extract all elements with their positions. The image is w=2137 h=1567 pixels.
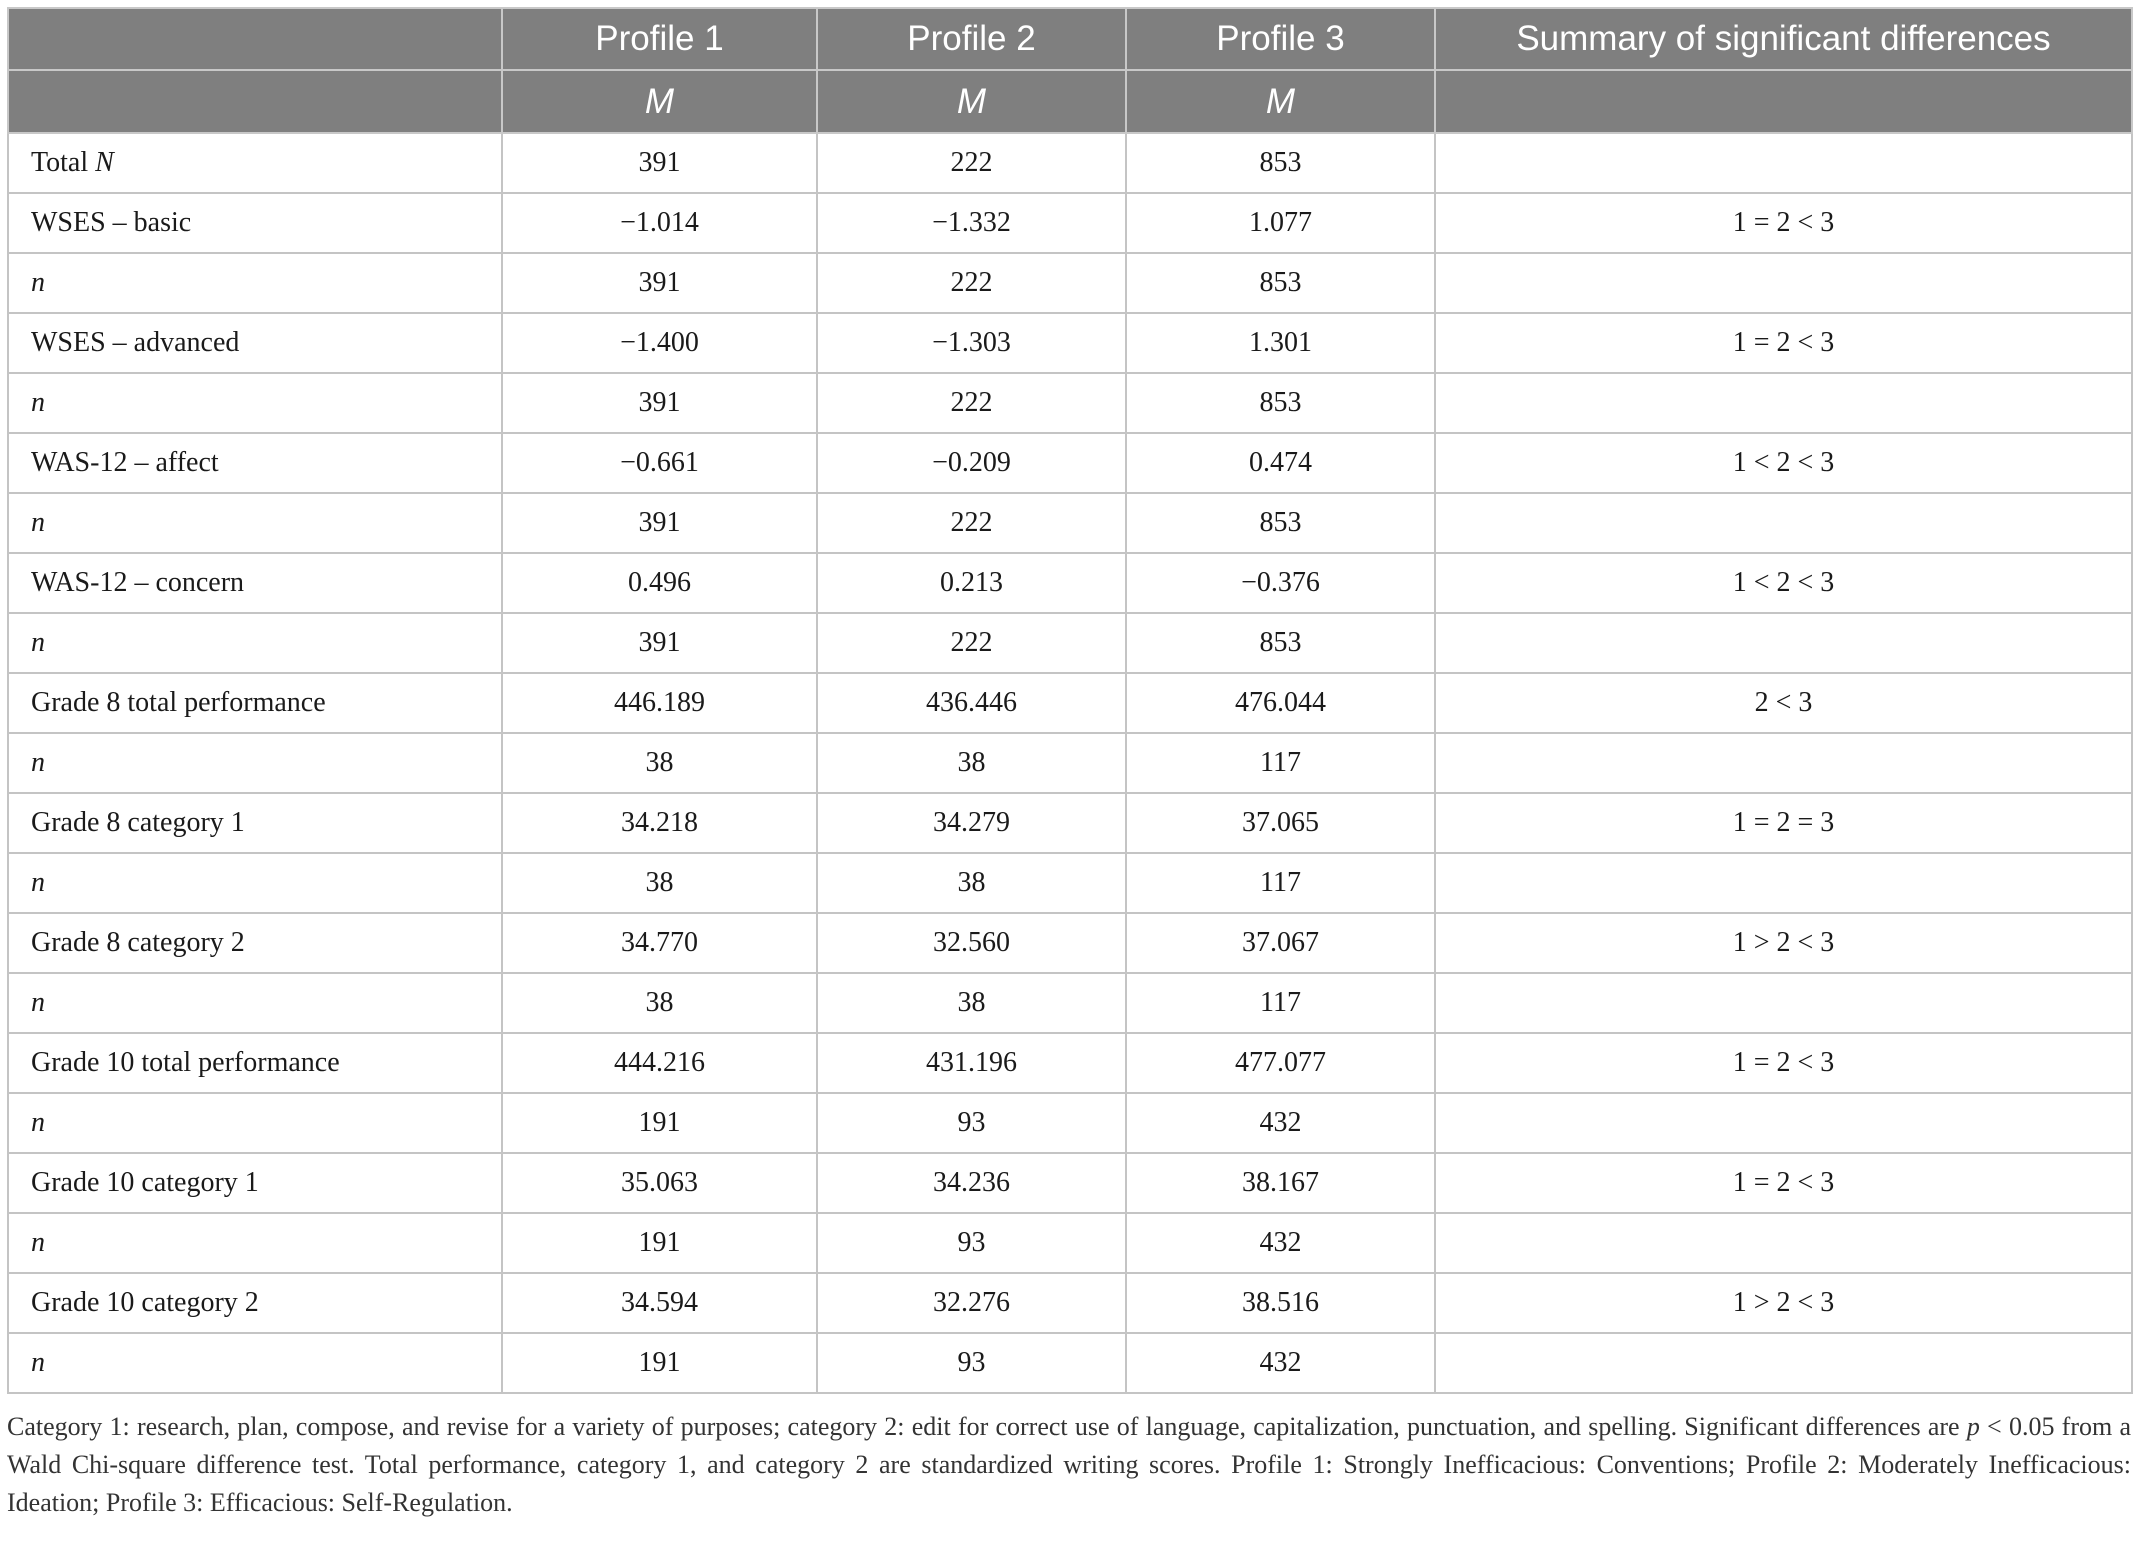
profile-3-value: 853 <box>1126 133 1435 193</box>
profile-2-value: −1.332 <box>817 193 1126 253</box>
row-label-text: n <box>31 987 45 1018</box>
profile-2-value: 34.279 <box>817 793 1126 853</box>
summary-value: 1 = 2 < 3 <box>1435 1033 2132 1093</box>
profile-2-value: 222 <box>817 253 1126 313</box>
profile-3-value: 853 <box>1126 253 1435 313</box>
table-row <box>8 853 2132 913</box>
profile-2-value: 38 <box>817 973 1126 1033</box>
row-label-text: Grade 10 category 1 <box>31 1167 259 1198</box>
summary-value: 1 > 2 < 3 <box>1435 1273 2132 1333</box>
profile-1-value: 391 <box>502 373 817 433</box>
summary-value <box>1435 1093 2132 1153</box>
row-label <box>8 1153 502 1213</box>
profile-2-value: 93 <box>817 1333 1126 1393</box>
row-label-text: n <box>31 507 45 538</box>
header-row <box>8 8 2132 70</box>
row-label <box>8 613 502 673</box>
summary-value <box>1435 373 2132 433</box>
row-label-italic-suffix: N <box>95 147 114 178</box>
row-label <box>8 1093 502 1153</box>
profile-3-value: 476.044 <box>1126 673 1435 733</box>
profile-1-value: 38 <box>502 973 817 1033</box>
profile-1-value: −1.400 <box>502 313 817 373</box>
header-cell-profile-3: Profile 3 <box>1126 8 1435 70</box>
document <box>7 7 2131 1548</box>
row-label <box>8 253 502 313</box>
summary-value <box>1435 853 2132 913</box>
profile-3-value: 432 <box>1126 1333 1435 1393</box>
profile-2-value: 222 <box>817 493 1126 553</box>
row-label <box>8 673 502 733</box>
table-body <box>8 133 2132 1393</box>
profile-2-value: 0.213 <box>817 553 1126 613</box>
row-label-text: n <box>31 747 45 778</box>
profile-1-value: 444.216 <box>502 1033 817 1093</box>
row-label <box>8 1273 502 1333</box>
row-label <box>8 553 502 613</box>
profile-3-value: 1.077 <box>1126 193 1435 253</box>
row-label <box>8 133 502 193</box>
row-label-text: n <box>31 627 45 658</box>
profile-1-value: 391 <box>502 493 817 553</box>
profile-3-value: 38.516 <box>1126 1273 1435 1333</box>
profile-3-value: 37.067 <box>1126 913 1435 973</box>
table-row <box>8 1273 2132 1333</box>
profile-3-value: 1.301 <box>1126 313 1435 373</box>
row-label-text: n <box>31 1227 45 1258</box>
subheader-row <box>8 70 2132 133</box>
row-label-text: Total <box>31 147 96 178</box>
summary-value <box>1435 973 2132 1033</box>
row-label-text: n <box>31 387 45 418</box>
table-footnote <box>7 1408 2131 1522</box>
header-cell-profile-2: Profile 2 <box>817 8 1126 70</box>
profile-2-value: 222 <box>817 133 1126 193</box>
profile-3-value: −0.376 <box>1126 553 1435 613</box>
row-label <box>8 193 502 253</box>
profile-2-value: 222 <box>817 373 1126 433</box>
results-table <box>7 7 2133 1394</box>
profile-2-value: 222 <box>817 613 1126 673</box>
summary-value: 1 < 2 < 3 <box>1435 433 2132 493</box>
table-row <box>8 1213 2132 1273</box>
profile-1-value: 391 <box>502 133 817 193</box>
profile-1-value: 191 <box>502 1093 817 1153</box>
summary-value: 1 = 2 < 3 <box>1435 313 2132 373</box>
summary-value: 1 = 2 < 3 <box>1435 1153 2132 1213</box>
profile-2-value: −1.303 <box>817 313 1126 373</box>
row-label-text: Grade 8 total performance <box>31 687 326 718</box>
subheader-cell-mean-3: M <box>1126 70 1435 133</box>
table-row <box>8 1093 2132 1153</box>
row-label-text: WSES – advanced <box>31 327 240 358</box>
row-label <box>8 313 502 373</box>
profile-2-value: 431.196 <box>817 1033 1126 1093</box>
table-header <box>8 8 2132 133</box>
profile-3-value: 853 <box>1126 493 1435 553</box>
profile-1-value: 34.218 <box>502 793 817 853</box>
table-row <box>8 1333 2132 1393</box>
profile-3-value: 853 <box>1126 373 1435 433</box>
row-label <box>8 1033 502 1093</box>
row-label-text: n <box>31 267 45 298</box>
profile-1-value: 391 <box>502 253 817 313</box>
profile-2-value: 38 <box>817 853 1126 913</box>
profile-1-value: 35.063 <box>502 1153 817 1213</box>
profile-1-value: 0.496 <box>502 553 817 613</box>
summary-value <box>1435 1333 2132 1393</box>
row-label-text: n <box>31 1347 45 1378</box>
profile-3-value: 117 <box>1126 733 1435 793</box>
header-cell-blank <box>8 8 502 70</box>
profile-3-value: 117 <box>1126 853 1435 913</box>
row-label-text: Grade 8 category 2 <box>31 927 245 958</box>
summary-value <box>1435 613 2132 673</box>
table-row <box>8 913 2132 973</box>
summary-value <box>1435 133 2132 193</box>
profile-2-value: 32.560 <box>817 913 1126 973</box>
table-row <box>8 433 2132 493</box>
profile-2-value: 34.236 <box>817 1153 1126 1213</box>
profile-3-value: 37.065 <box>1126 793 1435 853</box>
profile-1-value: 191 <box>502 1333 817 1393</box>
row-label-text: Grade 8 category 1 <box>31 807 245 838</box>
row-label-text: n <box>31 867 45 898</box>
summary-value: 1 > 2 < 3 <box>1435 913 2132 973</box>
footnote-p-symbol: p <box>1966 1412 1980 1441</box>
table-row <box>8 253 2132 313</box>
row-label <box>8 1213 502 1273</box>
profile-2-value: −0.209 <box>817 433 1126 493</box>
row-label-text: n <box>31 1107 45 1138</box>
table-row <box>8 793 2132 853</box>
footnote-text-1: Category 1: research, plan, compose, and revise for a variety of purposes; category 2: edit for correct use of language, capitalization, punctuation, and spelling. Significant differences are <box>7 1412 1967 1441</box>
table-row <box>8 133 2132 193</box>
header-cell-profile-1: Profile 1 <box>502 8 817 70</box>
row-label <box>8 793 502 853</box>
profile-1-value: 34.594 <box>502 1273 817 1333</box>
profile-3-value: 117 <box>1126 973 1435 1033</box>
profile-2-value: 93 <box>817 1093 1126 1153</box>
table-row <box>8 1033 2132 1093</box>
subheader-cell-blank <box>8 70 502 133</box>
profile-1-value: 391 <box>502 613 817 673</box>
profile-1-value: 34.770 <box>502 913 817 973</box>
table-row <box>8 313 2132 373</box>
header-cell-summary: Summary of significant differences <box>1435 8 2132 70</box>
table-row <box>8 193 2132 253</box>
summary-value <box>1435 1213 2132 1273</box>
profile-1-value: 191 <box>502 1213 817 1273</box>
footnote-text-2: < 0.05 from a Wald Chi-square difference test. Total performance, category 1, and category 2 are standardized writing scores. Profile 1: Strongly Inefficacious: Conventions; Profile 2: Moderately Inefficacious: Ideation; Profile 3: Efficacious: Self-Regulation. <box>7 1412 2131 1517</box>
profile-1-value: −0.661 <box>502 433 817 493</box>
profile-1-value: 446.189 <box>502 673 817 733</box>
row-label <box>8 433 502 493</box>
profile-1-value: 38 <box>502 853 817 913</box>
row-label <box>8 853 502 913</box>
profile-1-value: 38 <box>502 733 817 793</box>
table-row <box>8 973 2132 1033</box>
row-label-text: WAS-12 – concern <box>31 567 245 598</box>
subheader-cell-mean-1: M <box>502 70 817 133</box>
subheader-cell-summary-blank <box>1435 70 2132 133</box>
row-label <box>8 1333 502 1393</box>
row-label <box>8 973 502 1033</box>
table-row <box>8 733 2132 793</box>
profile-1-value: −1.014 <box>502 193 817 253</box>
summary-value <box>1435 733 2132 793</box>
row-label <box>8 913 502 973</box>
table-row <box>8 1153 2132 1213</box>
summary-value: 1 = 2 = 3 <box>1435 793 2132 853</box>
table-row <box>8 493 2132 553</box>
summary-value <box>1435 493 2132 553</box>
summary-value: 1 < 2 < 3 <box>1435 553 2132 613</box>
row-label-text: WSES – basic <box>31 207 192 238</box>
row-label-text: Grade 10 category 2 <box>31 1287 259 1318</box>
profile-3-value: 432 <box>1126 1093 1435 1153</box>
profile-2-value: 93 <box>817 1213 1126 1273</box>
profile-3-value: 38.167 <box>1126 1153 1435 1213</box>
table-row <box>8 613 2132 673</box>
profile-2-value: 436.446 <box>817 673 1126 733</box>
summary-value: 1 = 2 < 3 <box>1435 193 2132 253</box>
summary-value: 2 < 3 <box>1435 673 2132 733</box>
summary-value <box>1435 253 2132 313</box>
profile-2-value: 38 <box>817 733 1126 793</box>
profile-3-value: 0.474 <box>1126 433 1435 493</box>
profile-3-value: 432 <box>1126 1213 1435 1273</box>
table-row <box>8 553 2132 613</box>
row-label-text: WAS-12 – affect <box>31 447 219 478</box>
row-label <box>8 733 502 793</box>
profile-3-value: 477.077 <box>1126 1033 1435 1093</box>
row-label <box>8 493 502 553</box>
row-label <box>8 373 502 433</box>
profile-2-value: 32.276 <box>817 1273 1126 1333</box>
subheader-cell-mean-2: M <box>817 70 1126 133</box>
profile-3-value: 853 <box>1126 613 1435 673</box>
table-row <box>8 373 2132 433</box>
row-label-text: Grade 10 total performance <box>31 1047 340 1078</box>
table-row <box>8 673 2132 733</box>
